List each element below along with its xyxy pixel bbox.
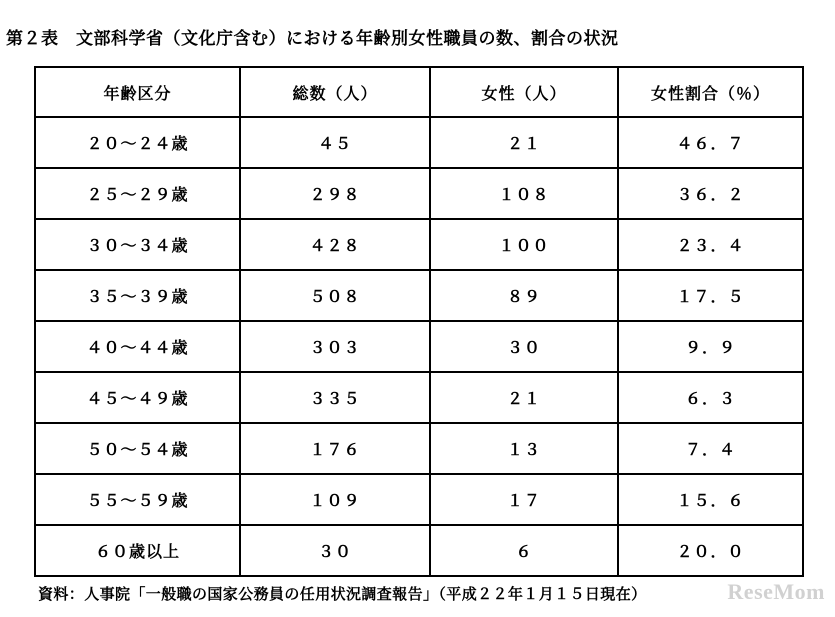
cell-ratio: ４６．７	[618, 117, 803, 168]
cell-women: １７	[430, 474, 618, 525]
cell-women: １００	[430, 219, 618, 270]
cell-women: ２１	[430, 372, 618, 423]
cell-women: ８９	[430, 270, 618, 321]
table-row	[35, 525, 803, 576]
column-header-ratio: 女性割合（％）	[618, 67, 803, 117]
table-row	[35, 117, 803, 168]
cell-age: ５５～５９歳	[35, 474, 240, 525]
cell-age: ４５～４９歳	[35, 372, 240, 423]
cell-ratio: １７．５	[618, 270, 803, 321]
cell-women: ３０	[430, 321, 618, 372]
cell-women: １０８	[430, 168, 618, 219]
cell-total: １７６	[240, 423, 430, 474]
cell-age: ２０～２４歳	[35, 117, 240, 168]
cell-ratio: ２３．４	[618, 219, 803, 270]
table-row	[35, 474, 803, 525]
cell-ratio: ２０．０	[618, 525, 803, 576]
cell-ratio: ９．９	[618, 321, 803, 372]
cell-total: １０９	[240, 474, 430, 525]
cell-age: ６０歳以上	[35, 525, 240, 576]
cell-ratio: ６．３	[618, 372, 803, 423]
cell-ratio: ３６．２	[618, 168, 803, 219]
source-note: 資料：人事院「一般職の国家公務員の任用状況調査報告」（平成２２年１月１５日現在）	[38, 586, 647, 603]
page-title: 第２表 文部科学省（文化庁含む）における年齢別女性職員の数、割合の状況	[6, 29, 619, 48]
table-row	[35, 168, 803, 219]
column-header-total: 総数（人）	[240, 67, 430, 117]
table-row	[35, 423, 803, 474]
cell-age: ２５～２９歳	[35, 168, 240, 219]
table-row	[35, 219, 803, 270]
column-header-women: 女性（人）	[430, 67, 618, 117]
cell-total: ３０	[240, 525, 430, 576]
cell-total: ５０８	[240, 270, 430, 321]
cell-total: ２９８	[240, 168, 430, 219]
cell-women: ６	[430, 525, 618, 576]
column-header-age: 年齢区分	[35, 67, 240, 117]
cell-total: ４５	[240, 117, 430, 168]
cell-age: ５０～５４歳	[35, 423, 240, 474]
table-header-row	[35, 67, 803, 117]
cell-total: ３３５	[240, 372, 430, 423]
table-row	[35, 270, 803, 321]
cell-age: ３０～３４歳	[35, 219, 240, 270]
cell-age: ４０～４４歳	[35, 321, 240, 372]
cell-ratio: １５．６	[618, 474, 803, 525]
cell-total: ４２８	[240, 219, 430, 270]
cell-ratio: ７．４	[618, 423, 803, 474]
watermark-logo: ReseMom	[727, 579, 825, 604]
table-row	[35, 321, 803, 372]
cell-total: ３０３	[240, 321, 430, 372]
table-header	[35, 67, 803, 117]
table-body	[35, 117, 803, 576]
cell-women: １３	[430, 423, 618, 474]
female-staff-by-age-table	[34, 66, 804, 577]
cell-women: ２１	[430, 117, 618, 168]
table-row	[35, 372, 803, 423]
cell-age: ３５～３９歳	[35, 270, 240, 321]
